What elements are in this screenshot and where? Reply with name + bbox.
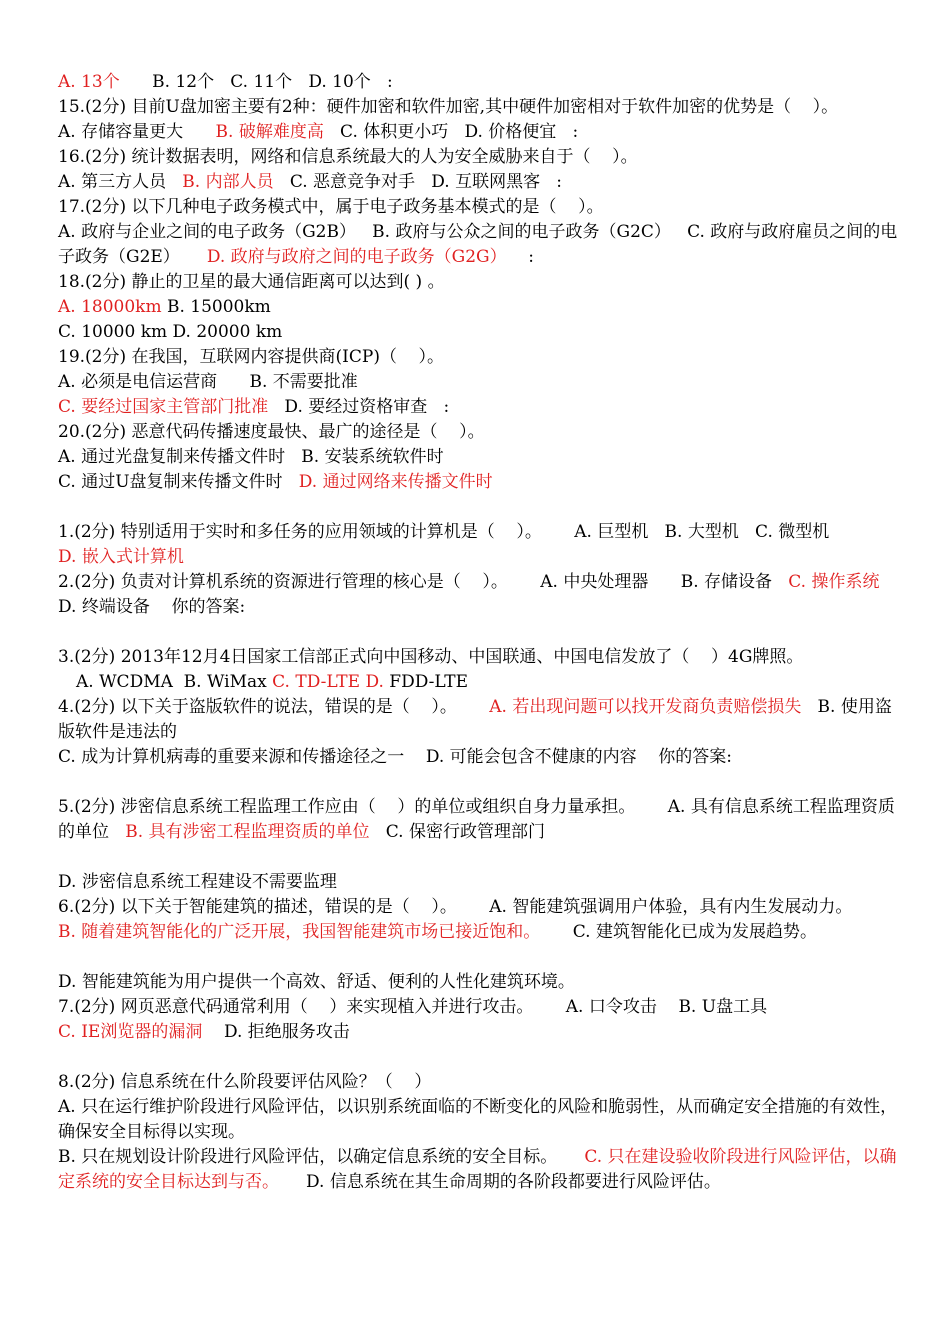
text-segment: A. 政府与企业之间的电子政务（G2B） B. 政府与公众之间的电子政务（G2C） C. 政府与政府雇员之间的电子政务（G2E） — [58, 222, 898, 267]
text-segment: D. 智能建筑能为用户提供一个高效、舒适、便利的人性化建筑环境。 — [58, 972, 575, 992]
text-line — [58, 370, 903, 395]
text-line — [58, 745, 903, 770]
text-line — [58, 695, 903, 745]
text-line — [58, 445, 903, 470]
answer-highlight: C. IE浏览器的漏洞 — [58, 1022, 203, 1042]
text-line — [58, 420, 903, 445]
text-line — [58, 970, 903, 995]
text-segment: B. 15000km — [161, 297, 271, 317]
text-segment: A. WCDMA B. WiMax — [76, 672, 273, 692]
text-line — [58, 95, 903, 120]
text-line — [58, 270, 903, 295]
text-segment: : — [506, 247, 534, 267]
answer-highlight: C. 要经过国家主管部门批准 — [58, 397, 269, 417]
text-line — [58, 895, 903, 920]
text-segment: 19.(2分) 在我国，互联网内容提供商(ICP)（ ）。 — [58, 347, 445, 367]
text-segment: C. 建筑智能化已成为发展趋势。 — [540, 922, 817, 942]
text-line — [58, 70, 903, 95]
text-segment: A. 只在运行维护阶段进行风险评估，以识别系统面临的不断变化的风险和脆弱性，从而确定安全措施的有效性，确保安全目标得以实现。 — [58, 1097, 898, 1142]
text-segment: 15.(2分) 目前U盘加密主要有2种：硬件加密和软件加密,其中硬件加密相对于软件加密的优势是（ ）。 — [58, 97, 839, 117]
text-segment: 1.(2分) 特别适用于实时和多任务的应用领域的计算机是（ ）。 A. 巨型机 B. 大型机 C. 微型机 — [58, 522, 830, 542]
text-line — [58, 1020, 903, 1045]
blank-line — [58, 770, 903, 795]
answer-highlight: B. 破解难度高 — [215, 122, 324, 142]
answer-highlight: A. 18000km — [58, 297, 162, 317]
answer-highlight: D. — [365, 672, 384, 692]
text-line — [58, 645, 903, 670]
text-line — [58, 1070, 903, 1095]
text-segment: A. 第三方人员 — [58, 172, 183, 192]
text-segment: 6.(2分) 以下关于智能建筑的描述，错误的是（ ）。 A. 智能建筑强调用户体验，具有内生发展动力。 — [58, 897, 853, 917]
text-segment: 4.(2分) 以下关于盗版软件的说法，错误的是（ ）。 — [58, 697, 490, 717]
text-segment: D. 要经过资格审查 : — [268, 397, 450, 417]
text-line — [58, 395, 903, 420]
text-segment: 8.(2分) 信息系统在什么阶段要评估风险？（ ） — [58, 1072, 432, 1092]
text-line — [58, 995, 903, 1020]
text-segment: FDD-LTE — [383, 672, 469, 692]
blank-line — [58, 495, 903, 520]
text-line — [58, 195, 903, 220]
text-segment: C. 恶意竞争对手 D. 互联网黑客 : — [273, 172, 563, 192]
text-segment: D. 拒绝服务攻击 — [202, 1022, 350, 1042]
text-segment: D. 信息系统在其生命周期的各阶段都要进行风险评估。 — [279, 1172, 721, 1192]
answer-highlight: A. 13个 — [58, 72, 120, 92]
text-segment: A. 存储容量更大 — [58, 122, 216, 142]
answer-highlight: C. TD-LTE — [272, 672, 361, 692]
blank-line — [58, 845, 903, 870]
answer-highlight: B. 内部人员 — [182, 172, 274, 192]
text-segment: 16.(2分) 统计数据表明，网络和信息系统最大的人为安全威胁来自于（ ）。 — [58, 147, 638, 167]
text-line — [58, 520, 903, 545]
answer-highlight: D. 政府与政府之间的电子政务（G2G） — [206, 247, 507, 267]
text-line — [58, 320, 903, 345]
text-segment: 2.(2分) 负责对计算机系统的资源进行管理的核心是（ ）。 A. 中央处理器 B. 存储设备 — [58, 572, 789, 592]
text-segment: A. 通过光盘复制来传播文件时 B. 安装系统软件时 — [58, 447, 444, 467]
text-segment: 7.(2分) 网页恶意代码通常利用（ ）来实现植入并进行攻击。 A. 口令攻击 B. U盘工具 — [58, 997, 768, 1017]
text-segment: 18.(2分) 静止的卫星的最大通信距离可以达到( ) 。 — [58, 272, 445, 292]
text-segment: B. 只在规划设计阶段进行风险评估，以确定信息系统的安全目标。 — [58, 1147, 585, 1167]
text-segment: B. 12个 C. 11个 D. 10个 : — [119, 72, 393, 92]
text-segment: B. 使用盗版软件是违法的 — [58, 697, 892, 742]
answer-highlight: C. 只在建设验收阶段进行风险评估，以确定系统的安全目标达到与否。 — [58, 1147, 897, 1192]
text-line — [58, 145, 903, 170]
document-page — [58, 70, 903, 1195]
text-line — [58, 470, 903, 495]
blank-line — [58, 1045, 903, 1070]
text-segment: C. 保密行政管理部门 — [369, 822, 545, 842]
text-line — [58, 295, 903, 320]
text-line — [58, 1145, 903, 1195]
answer-highlight: B. 具有涉密工程监理资质的单位 — [125, 822, 370, 842]
text-line — [58, 120, 903, 145]
answer-highlight: D. 通过网络来传播文件时 — [298, 472, 493, 492]
text-segment: A. 必须是电信运营商 B. 不需要批准 — [58, 372, 358, 392]
text-segment: C. 体积更小巧 D. 价格便宜 : — [323, 122, 579, 142]
text-line — [58, 570, 903, 620]
blank-line — [58, 620, 903, 645]
answer-highlight: C. 操作系统 — [788, 572, 880, 592]
text-line — [58, 920, 903, 945]
text-line — [58, 345, 903, 370]
text-segment: D. 终端设备 你的答案: — [58, 572, 896, 617]
text-line — [58, 670, 903, 695]
text-line — [58, 170, 903, 195]
blank-line — [58, 945, 903, 970]
text-segment: 3.(2分) 2013年12月4日国家工信部正式向中国移动、中国联通、中国电信发放了（ ）4G牌照。 — [58, 647, 804, 667]
text-segment: 5.(2分) 涉密信息系统工程监理工作应由（ ）的单位或组织自身力量承担。 A. 具有信息系统工程监理资质的单位 — [58, 797, 895, 842]
text-segment: C. 成为计算机病毒的重要来源和传播途径之一 D. 可能会包含不健康的内容 你的答案: — [58, 747, 732, 767]
text-segment: D. 涉密信息系统工程建设不需要监理 — [58, 872, 337, 892]
text-line — [58, 870, 903, 895]
text-line — [58, 795, 903, 845]
text-line — [58, 1095, 903, 1145]
text-line — [58, 545, 903, 570]
text-segment: C. 10000 km D. 20000 km — [58, 322, 283, 342]
text-segment: C. 通过U盘复制来传播文件时 — [58, 472, 299, 492]
text-line — [58, 220, 903, 270]
answer-highlight: A. 若出现问题可以找开发商负责赔偿损失 — [489, 697, 802, 717]
text-segment: 20.(2分) 恶意代码传播速度最快、最广的途径是（ ）。 — [58, 422, 485, 442]
answer-highlight: D. 嵌入式计算机 — [58, 547, 184, 567]
text-segment: 17.(2分) 以下几种电子政务模式中，属于电子政务基本模式的是（ ）。 — [58, 197, 604, 217]
answer-highlight: B. 随着建筑智能化的广泛开展，我国智能建筑市场已接近饱和。 — [58, 922, 541, 942]
